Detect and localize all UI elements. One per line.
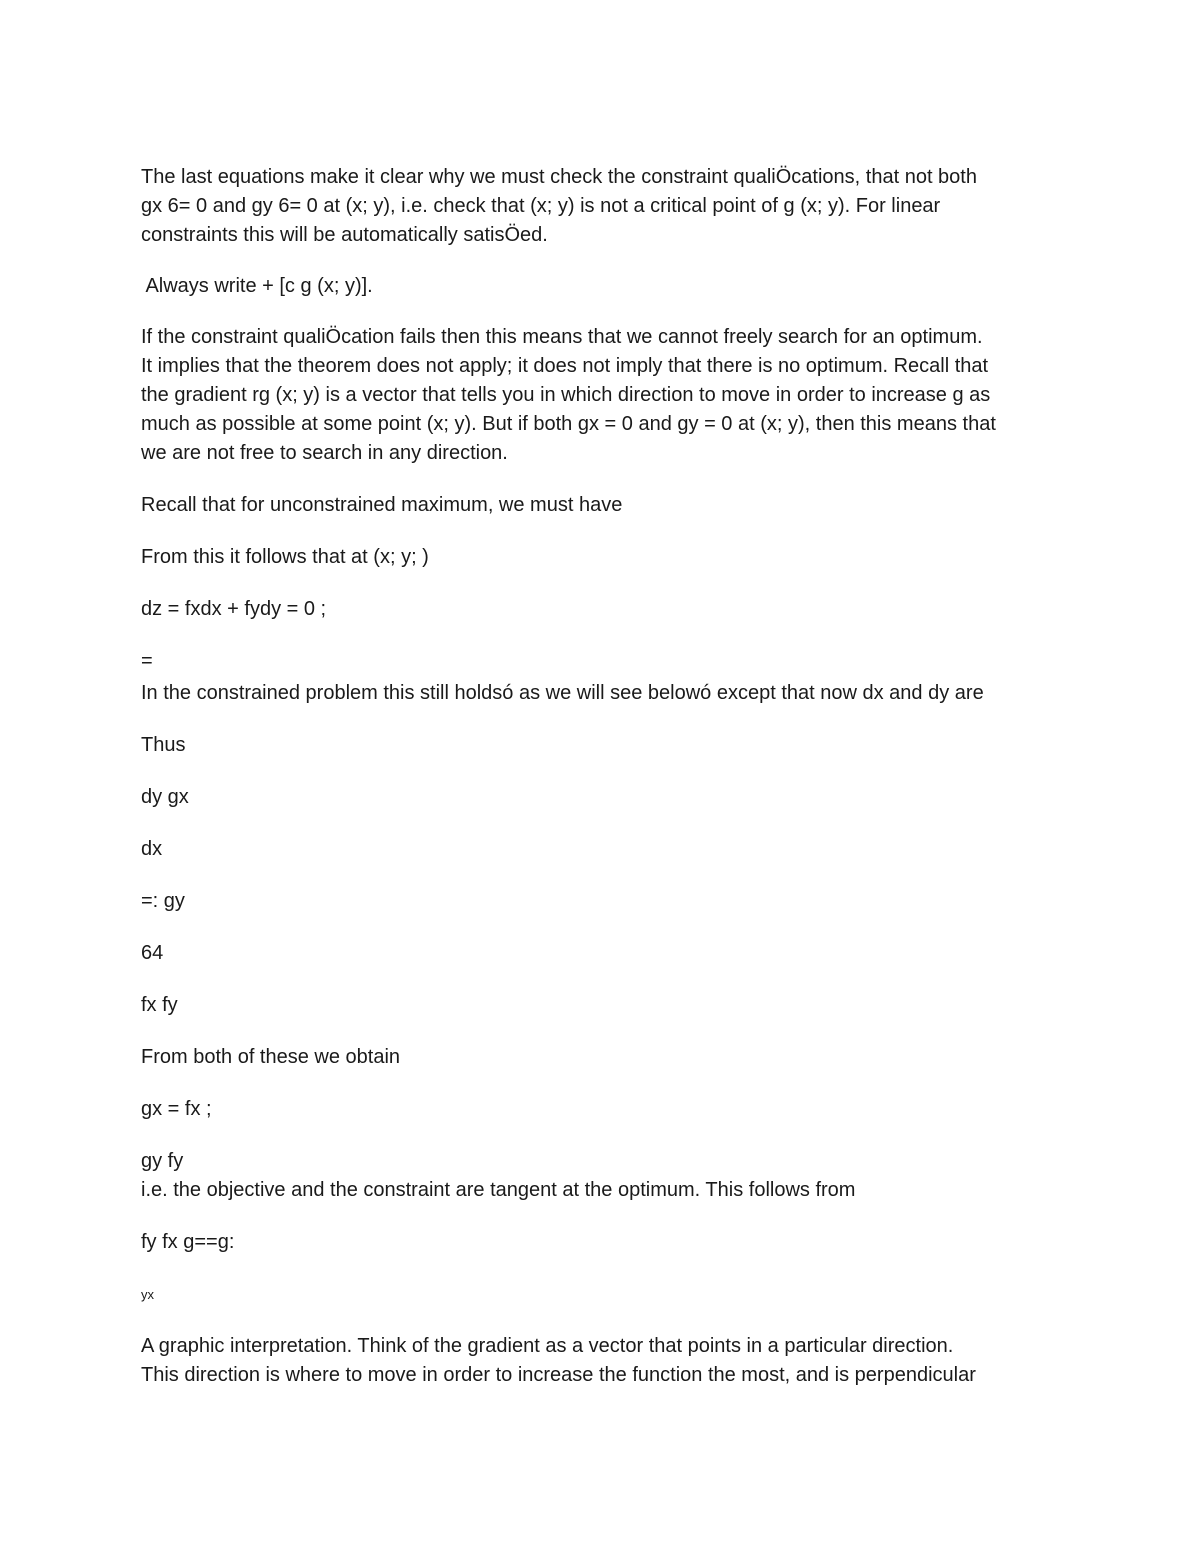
equals-sign: = (141, 650, 153, 672)
from-both-line: From both of these we obtain (141, 1046, 401, 1068)
constrained-problem-line: In the constrained problem this still holdsó as we will see belowó except that now dx and dy are (141, 682, 984, 704)
document-body (141, 163, 1071, 1390)
num-64-line: 64 (141, 942, 164, 964)
paragraph-constraint-qualifications: The last equations make it clear why we must check the constraint qualiÖcations, that not both gx 6= 0 and gy 6= 0 at (x; y), i.e. check that (x; y) is not a critical point of g (x; y). For linear constraints this will be automatically satisÖed. (141, 166, 977, 246)
dy-gx-fraction: dy gx (141, 786, 189, 808)
fy-fx-g-equation: fy fx g==g: (141, 1231, 235, 1253)
dz-equation: dz = fxdx + fydy = 0 ; (141, 598, 327, 620)
paragraph-graphic-interpretation: A graphic interpretation. Think of the gradient as a vector that points in a particular direction. This direction is where to move in order to increase the function the most, and is perpendicular (141, 1335, 976, 1386)
eq-gy-line: =: gy (141, 890, 185, 912)
paragraph-qualification-fails: If the constraint qualiÖcation fails then this means that we cannot freely search for an optimum. It implies that the theorem does not apply; it does not imply that there is no optimum. Recall that the gradient rg (x; y) is a vector that tells you in which direction to move in order to increase g as much as possible at some point (x; y). But if both gx = 0 and gy = 0 at (x; y), then this means that we are not free to search in any direction. (141, 326, 996, 464)
tangent-line: i.e. the objective and the constraint are tangent at the optimum. This follows from (141, 1179, 856, 1201)
recall-unconstrained-line: Recall that for unconstrained maximum, we must have (141, 494, 623, 516)
fx-fy-line: fx fy (141, 994, 178, 1016)
gx-fx-equation: gx = fx ; (141, 1098, 212, 1120)
from-this-line: From this it follows that at (x; y; ) (141, 546, 429, 568)
dx-denominator: dx (141, 838, 163, 860)
yx-subscripts: yx (141, 1287, 154, 1302)
thus-line: Thus (141, 734, 186, 756)
gy-fy-line: gy fy (141, 1150, 184, 1172)
always-write-line: Always write + [c g (x; y)]. (141, 275, 373, 297)
